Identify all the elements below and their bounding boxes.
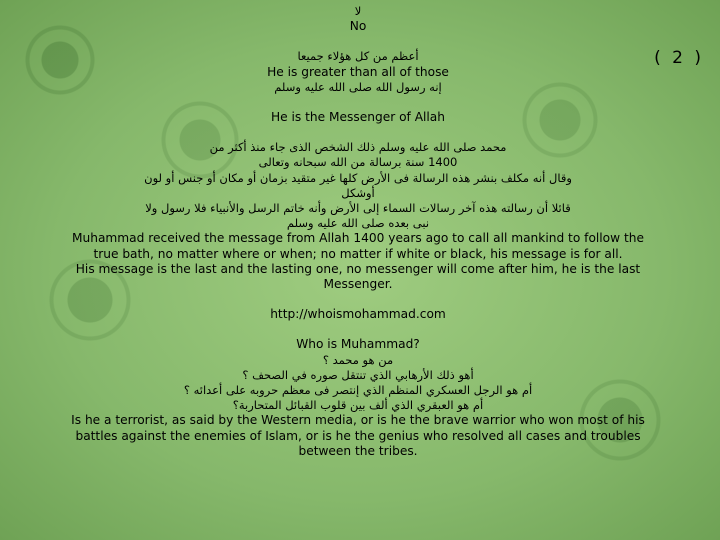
english-paragraph: Muhammad received the message from Allah 1400 years ago to call all mankind to follow the true bath, no matter where or when; no matter if white or black, his message is for all. [72, 231, 644, 261]
arabic-question: أهو ذلك الأرهابي الذي تنتقل صوره في الصحف ؟ [242, 367, 474, 382]
english-paragraph: His message is the last and the lasting one, no messenger will come after him, he is the last Messenger. [75, 261, 641, 292]
arabic-no: لا [354, 4, 362, 18]
arabic-paragraph-line: أوشكل [341, 185, 375, 200]
arabic-question: أم هو العبقري الذي ألف بين قلوب القبائل المتحاربة؟ [232, 398, 484, 413]
arabic-paragraph-line: قائلا أن رسالته هذه آخر رسالات السماء إلى الأرض وأنه خاتم الرسل والأنبياء فلا رسول ولا [145, 201, 571, 216]
arabic-question: أم هو الرجل العسكري المنظم الذي إنتصر فى معظم حروبه على أعدائه ؟ [183, 383, 533, 398]
website-link[interactable]: http://whoismohammad.com [270, 307, 446, 322]
english-messenger: He is the Messenger of Allah [271, 110, 445, 125]
slide-body [58, 4, 658, 459]
english-closing-paragraph: Is he a terrorist, as said by the Western media, or is he the brave warrior who won most of his battles against the enemies of Islam, or is he the genius who resolved all cases and troubles between the tribes. [71, 413, 645, 458]
arabic-paragraph-line: وقال أنه مكلف بنشر هذه الرسالة فى الأرض كلها غير متقيد بزمان أو مكان أو جنس أو لون [144, 170, 572, 185]
english-question: Who is Muhammad? [296, 337, 420, 352]
english-greater: He is greater than all of those [267, 64, 449, 79]
arabic-messenger: إنه رسول الله صلى الله عليه وسلم [274, 79, 442, 94]
arabic-greater: أعظم من كل هؤلاء جميعا [297, 49, 419, 64]
english-no: No [349, 19, 367, 34]
arabic-paragraph-line: محمد صلى الله عليه وسلم ذلك الشخص الذى جاء منذ أكثر من [209, 140, 507, 155]
arabic-paragraph-line: 1400 سنة برسالة من الله سبحانه وتعالى [258, 155, 458, 170]
arabic-paragraph-line: نبى بعده صلى الله عليه وسلم [286, 216, 430, 231]
arabic-question: من هو محمد ؟ [322, 352, 394, 367]
slide-number: ( 2 ) [654, 48, 704, 68]
